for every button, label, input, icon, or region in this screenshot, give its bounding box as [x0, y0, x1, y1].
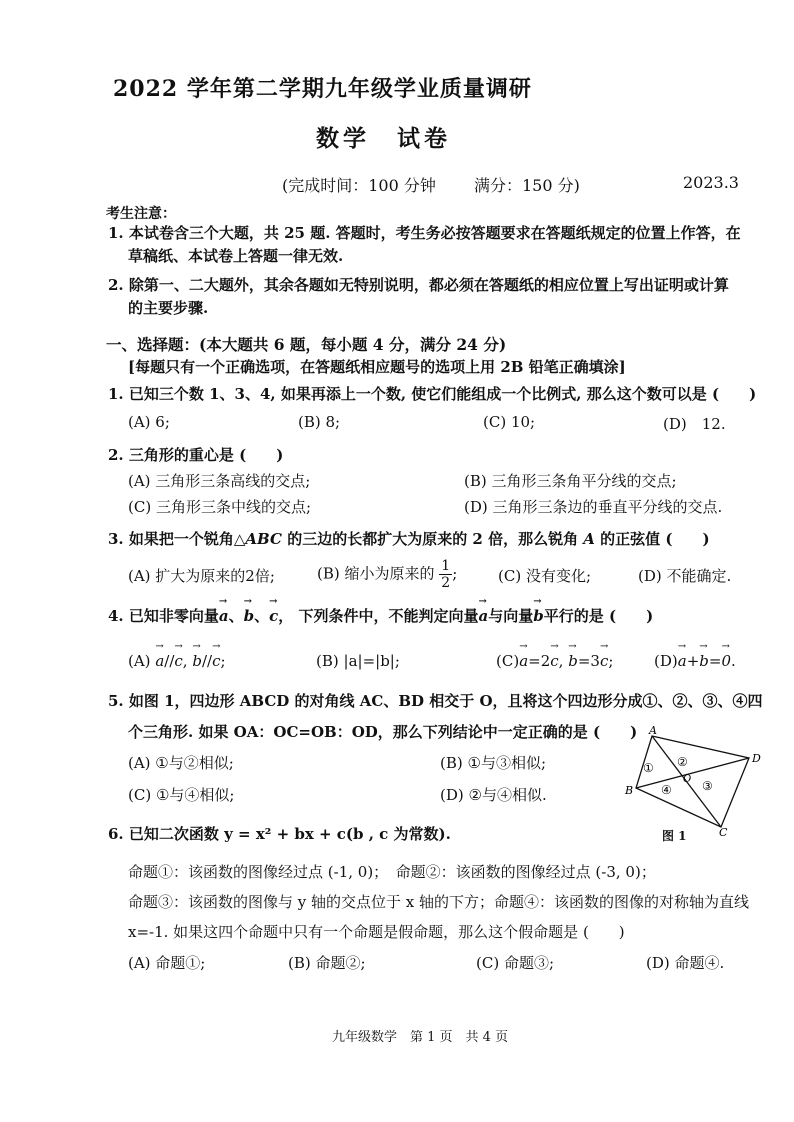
note-1-line-2: 草稿纸、本试卷上答题一律无效.	[128, 247, 344, 265]
magnitude-equation: |a|=|b|;	[343, 652, 400, 670]
question-4-stem	[108, 605, 653, 626]
vector-c: → c	[212, 652, 220, 670]
figure-1-quadrilateral	[615, 722, 765, 842]
question-3-option-b-pre: (B) 缩小为原来的	[317, 564, 435, 583]
option-a-label: (A)	[128, 652, 151, 670]
question-6-stem: 6. 已知二次函数 y = x² + bx + c(b , c 为常数).	[108, 825, 451, 843]
question-2-option-c: (C) 三角形三条中线的交点;	[128, 498, 312, 516]
question-5-line-1: 5. 如图 1，四边形 ABCD 的对角线 AC、BD 相交于 O，且将这个四边形分成①、②、③、④四	[108, 692, 763, 710]
section-1-instruction: [每题只有一个正确选项，在答题纸相应题号的选项上用 2B 铅笔正确填涂]	[128, 358, 626, 376]
question-4-stem-post3: 平行的是 ( )	[543, 607, 654, 625]
question-5-line-2: 个三角形. 如果 OA：OC=OB：OD，那么下列结论中一定正确的是 ( )	[128, 723, 638, 741]
question-6-option-d: (D) 命题④.	[646, 954, 725, 972]
option-d-label: (D)	[654, 652, 678, 670]
option-b-label: (B)	[316, 652, 339, 670]
question-4-stem-post2: 与向量	[488, 607, 534, 625]
question-6-option-b: (B) 命题②;	[288, 954, 366, 972]
vertex-c-label: C	[719, 826, 728, 839]
question-5-option-c: (C) ①与④相似;	[128, 786, 235, 804]
angle-a-label: A	[583, 530, 595, 548]
exam-score: 满分：150 分)	[474, 176, 580, 195]
vector-b: → b	[568, 652, 578, 670]
region-4-label: ④	[661, 783, 672, 797]
exam-time: (完成时间：100 分钟	[282, 176, 436, 195]
comma: ,	[182, 652, 193, 670]
eq-3: =3	[577, 652, 600, 670]
page-footer: 九年级数学 第 1 页 共 4 页	[332, 1030, 509, 1045]
sep-2: 、	[254, 607, 270, 625]
question-4-option-a: (A) → a//→ c, → b//→ c;	[128, 652, 226, 670]
figure-1-caption: 图 1	[662, 829, 687, 843]
question-3-stem-post: 的正弦值 ( )	[594, 530, 710, 548]
region-2-label: ②	[677, 755, 688, 769]
vector-a: → a	[219, 607, 229, 625]
question-2-option-b: (B) 三角形三条角平分线的交点;	[464, 472, 677, 490]
vector-a-2: → a	[479, 607, 489, 625]
vertex-a-label: A	[649, 724, 657, 737]
fraction-numerator: 1	[441, 558, 451, 574]
question-1-option-a: (A) 6;	[128, 413, 170, 431]
vector-c: → c	[269, 607, 278, 625]
parallel-sign: //	[201, 652, 213, 670]
exam-title: 2022 学年第二学期九年级学业质量调研	[113, 76, 532, 102]
question-4-option-c: (C)→ a=2→ c, → b=3→ c;	[496, 652, 613, 670]
note-2-line-2: 的主要步骤.	[128, 299, 209, 317]
question-6-proposition-3: 命题③：该函数的图像与 y 轴的交点位于 x 轴的下方；命题④：该函数的图像的对称轴为直线	[128, 893, 750, 911]
notes-heading: 考生注意：	[106, 206, 176, 222]
vector-b: → b	[699, 652, 709, 670]
question-5-option-b: (B) ①与③相似;	[440, 754, 546, 772]
question-5-option-a: (A) ①与②相似;	[128, 754, 234, 772]
parallel-sign: //	[164, 652, 175, 670]
vertex-d-label: D	[752, 752, 761, 765]
question-2-stem: 2. 三角形的重心是 ( )	[108, 446, 284, 464]
question-5-option-d: (D) ②与④相似.	[440, 786, 547, 804]
option-c-label: (C)	[496, 652, 520, 670]
exam-subtitle: 数学 试卷	[316, 125, 451, 152]
question-6-proposition-1-2: 命题①：该函数的图像经过点 (-1, 0)； 命题②：该函数的图像经过点 (-3, 0)；	[128, 863, 656, 881]
vector-c: → c	[550, 652, 558, 670]
region-1-label: ①	[643, 761, 654, 775]
question-3-option-c: (C) 没有变化;	[498, 567, 592, 585]
question-1-stem: 1. 已知三个数 1、3、4, 如果再添上一个数, 使它们能组成一个比例式, 那么这个数可以是 ( )	[108, 385, 757, 403]
question-2-option-d: (D) 三角形三条边的垂直平分线的交点.	[464, 498, 723, 516]
exam-date: 2023.3	[683, 173, 739, 192]
question-1-option-b: (B) 8;	[298, 413, 341, 431]
section-1-heading: 一、选择题：(本大题共 6 题，每小题 4 分，满分 24 分)	[106, 335, 507, 354]
question-3-option-d: (D) 不能确定.	[638, 567, 732, 585]
quadrilateral-outline	[636, 736, 749, 827]
fraction-denominator: 2	[441, 575, 451, 591]
question-3-stem-mid: 的三边的长都扩大为原来的 2 倍，那么锐角	[281, 530, 584, 548]
vector-c: → c	[174, 652, 182, 670]
one-half-fraction	[439, 558, 452, 591]
vector-c: → c	[600, 652, 608, 670]
question-3-option-a: (A) 扩大为原来的2倍;	[128, 567, 275, 585]
plus-sign: +	[686, 652, 700, 670]
triangle-abc-label: ABC	[245, 530, 282, 548]
question-2-option-a: (A) 三角形三条高线的交点;	[128, 472, 311, 490]
vector-a: → a	[155, 652, 164, 670]
question-6-proposition-4: x=-1. 如果这四个命题中只有一个命题是假命题，那么这个假命题是 ( )	[128, 923, 625, 941]
vector-b: → b	[244, 607, 255, 625]
question-4-option-d: (D)→ a+→ b=→ 0.	[654, 652, 736, 670]
eq-2: =2	[528, 652, 551, 670]
zero-vector: → 0	[721, 652, 731, 670]
question-4-stem-pre: 4. 已知非零向量	[108, 607, 219, 625]
question-3-stem	[108, 528, 710, 549]
note-2-line-1: 2. 除第一、二大题外，其余各题如无特别说明，都必须在答题纸的相应位置上写出证明或计算	[108, 276, 729, 294]
question-3-option-b-post: ;	[452, 564, 458, 583]
question-6-option-c: (C) 命题③;	[476, 954, 555, 972]
question-6-option-a: (A) 命题①;	[128, 954, 206, 972]
question-4-option-b	[316, 652, 400, 670]
question-1-option-c: (C) 10;	[483, 413, 536, 431]
region-3-label: ③	[702, 779, 713, 793]
vertex-b-label: B	[625, 784, 634, 797]
point-o-label: O	[683, 774, 692, 785]
vector-b-2: → b	[533, 607, 544, 625]
question-3-stem-pre: 3. 如果把一个锐角△	[108, 530, 246, 548]
question-1-option-d: (D) 12.	[663, 415, 726, 433]
vector-b: → b	[192, 652, 202, 670]
question-3-option-b	[317, 558, 457, 591]
vector-a: → a	[678, 652, 687, 670]
sep-1: 、	[228, 607, 244, 625]
note-1-line-1: 1. 本试卷含三个大题，共 25 题. 答题时，考生务必按答题要求在答题纸规定的位置上作答，在	[108, 224, 741, 242]
question-4-stem-post1: ， 下列条件中，不能判定向量	[278, 607, 479, 625]
vector-a: → a	[519, 652, 528, 670]
